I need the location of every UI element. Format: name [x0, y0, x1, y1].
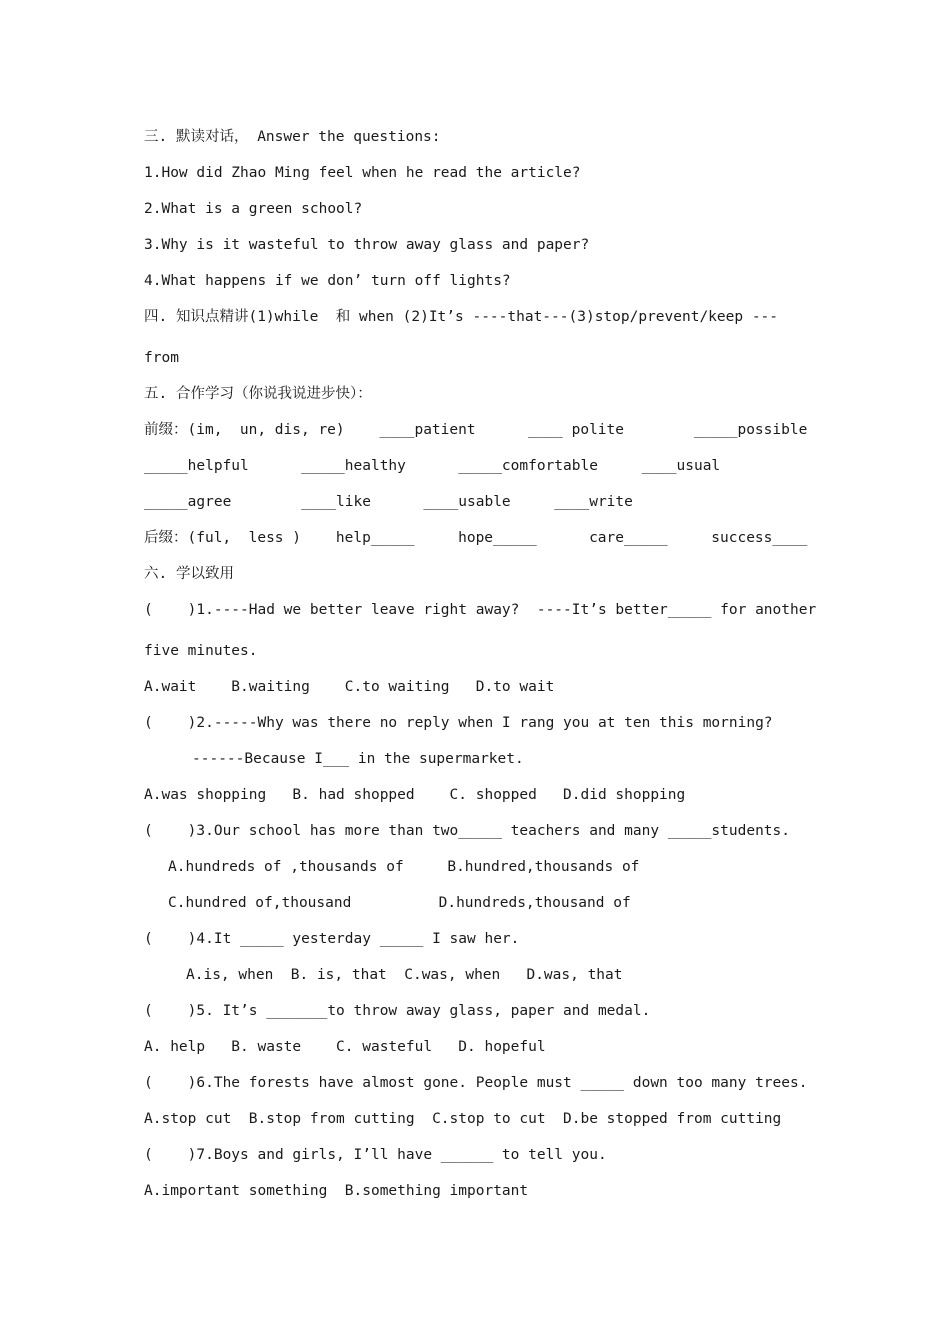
mc-question-2-options: A.was shopping B. had shopped C. shopped D.did shopping	[144, 787, 686, 803]
mc-question-6-options: A.stop cut B.stop from cutting C.stop to cut D.be stopped from cutting	[144, 1111, 782, 1127]
suffix-row: 后缀：(ful, less ) help_____ hope_____ care_____ success____	[144, 530, 808, 546]
question-2: 2.What is a green school?	[144, 201, 363, 217]
mc-question-4: ( )4.It _____ yesterday _____ I saw her.	[144, 931, 520, 947]
question-4: 4.What happens if we don’ turn off lights?	[144, 273, 511, 289]
section-3-heading: 三. 默读对话， Answer the questions:	[144, 129, 441, 145]
mc-question-3-options-cd: C.hundred of,thousand D.hundreds,thousand of	[168, 895, 631, 911]
prefix-row-3: _____agree ____like ____usable ____write	[144, 494, 633, 510]
mc-question-3-options-ab: A.hundreds of ,thousands of B.hundred,thousands of	[168, 859, 640, 875]
mc-question-5-options: A. help B. waste C. wasteful D. hopeful	[144, 1039, 546, 1055]
mc-question-6: ( )6.The forests have almost gone. People must _____ down too many trees.	[144, 1075, 808, 1091]
question-1: 1.How did Zhao Ming feel when he read the article?	[144, 165, 581, 181]
section-4-heading: 四. 知识点精讲(1)while 和 when (2)It’s ----that---(3)stop/prevent/keep ---	[144, 309, 779, 325]
section-5-heading: 五. 合作学习（你说我说进步快）：	[144, 386, 372, 402]
mc-question-1-continuation: five minutes.	[144, 643, 258, 659]
mc-question-7-options: A.important something B.something important	[144, 1183, 529, 1199]
mc-question-1: ( )1.----Had we better leave right away? ----It’s better_____ for another	[144, 602, 817, 618]
mc-question-7: ( )7.Boys and girls, I’ll have ______ to tell you.	[144, 1147, 607, 1163]
mc-question-5: ( )5. It’s _______to throw away glass, paper and medal.	[144, 1003, 651, 1019]
mc-question-2: ( )2.-----Why was there no reply when I rang you at ten this morning?	[144, 715, 773, 731]
mc-question-3: ( )3.Our school has more than two_____ teachers and many _____students.	[144, 823, 791, 839]
mc-question-1-options: A.wait B.waiting C.to waiting D.to wait	[144, 679, 555, 695]
question-3: 3.Why is it wasteful to throw away glass and paper?	[144, 237, 590, 253]
section-4-continuation: from	[144, 350, 179, 366]
prefix-row-2: _____helpful _____healthy _____comfortable ____usual	[144, 458, 721, 474]
mc-question-4-options: A.is, when B. is, that C.was, when D.was, that	[186, 967, 623, 983]
mc-question-2-continuation: ------Because I___ in the supermarket.	[192, 751, 524, 767]
prefix-row-1: 前缀：(im, un, dis, re) ____patient ____ polite _____possible	[144, 422, 808, 438]
section-6-heading: 六. 学以致用	[144, 566, 234, 582]
